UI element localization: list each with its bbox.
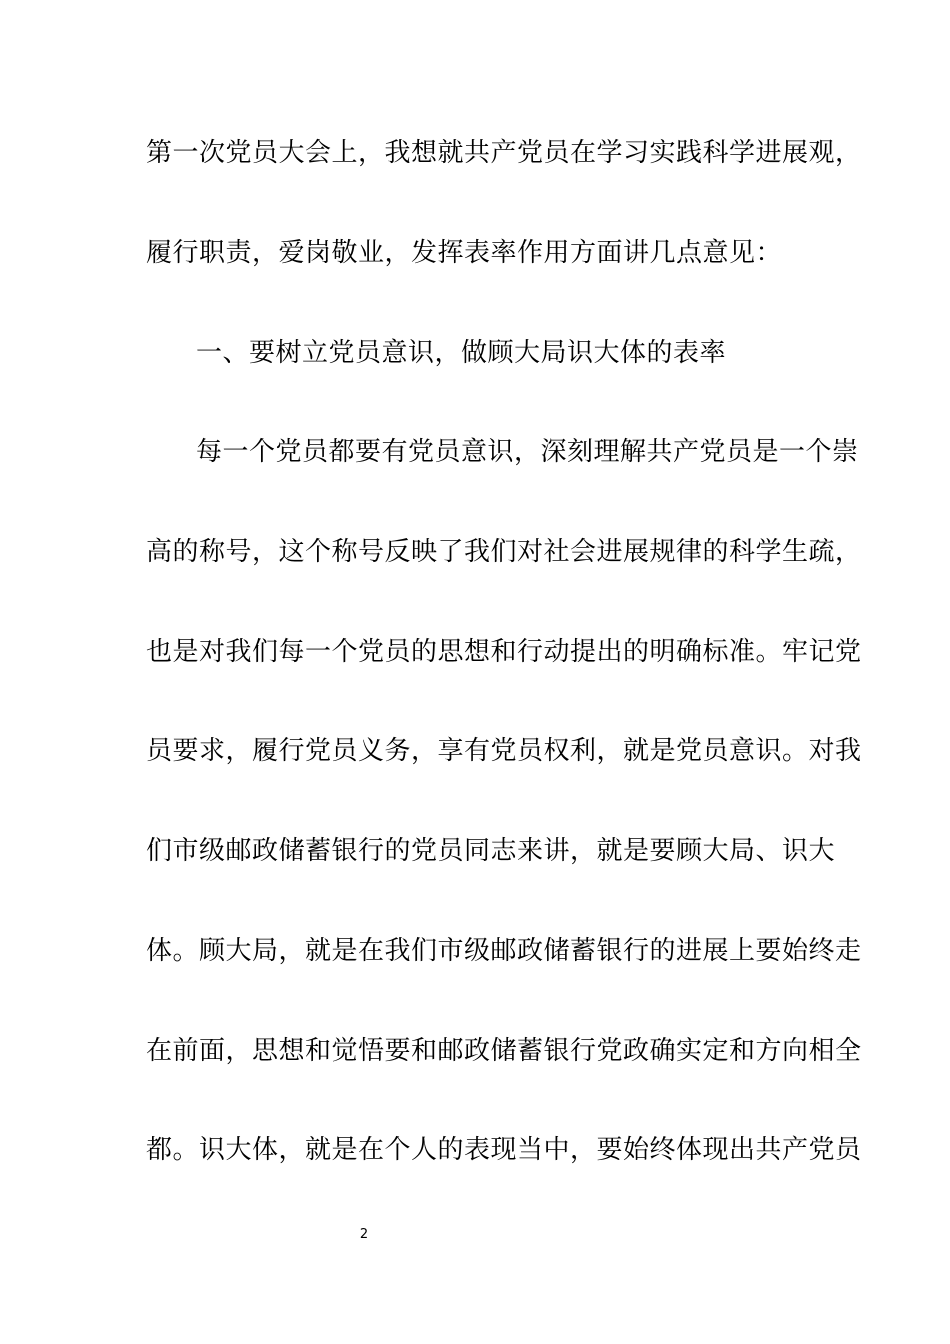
page-number: 2 <box>359 1227 369 1242</box>
body-text-line: 们市级邮政储蓄银行的党员同志来讲，就是要顾大局、识大 <box>146 836 836 866</box>
section-heading: 一、要树立党员意识，做顾大局识大体的表率 <box>196 338 727 368</box>
body-text-line: 第一次党员大会上，我想就共产党员在学习实践科学进展观， <box>146 138 862 168</box>
body-text-line: 体。顾大局，就是在我们市级邮政储蓄银行的进展上要始终走 <box>146 936 862 966</box>
body-text-line: 高的称号，这个称号反映了我们对社会进展规律的科学生疏， <box>146 537 862 567</box>
body-text-line: 在前面，思想和觉悟要和邮政储蓄银行党政确实定和方向相全 <box>146 1036 862 1066</box>
paragraph-first-line: 每一个党员都要有党员意识，深刻理解共产党员是一个崇 <box>196 437 859 467</box>
body-text-line: 履行职责，爱岗敬业，发挥表率作用方面讲几点意见： <box>146 238 783 268</box>
body-text-line: 员要求，履行党员义务，享有党员权利，就是党员意识。对我 <box>146 736 862 766</box>
body-text-line: 都。识大体，就是在个人的表现当中，要始终体现出共产党员 <box>146 1135 862 1165</box>
body-text-line: 也是对我们每一个党员的思想和行动提出的明确标准。牢记党 <box>146 637 862 667</box>
